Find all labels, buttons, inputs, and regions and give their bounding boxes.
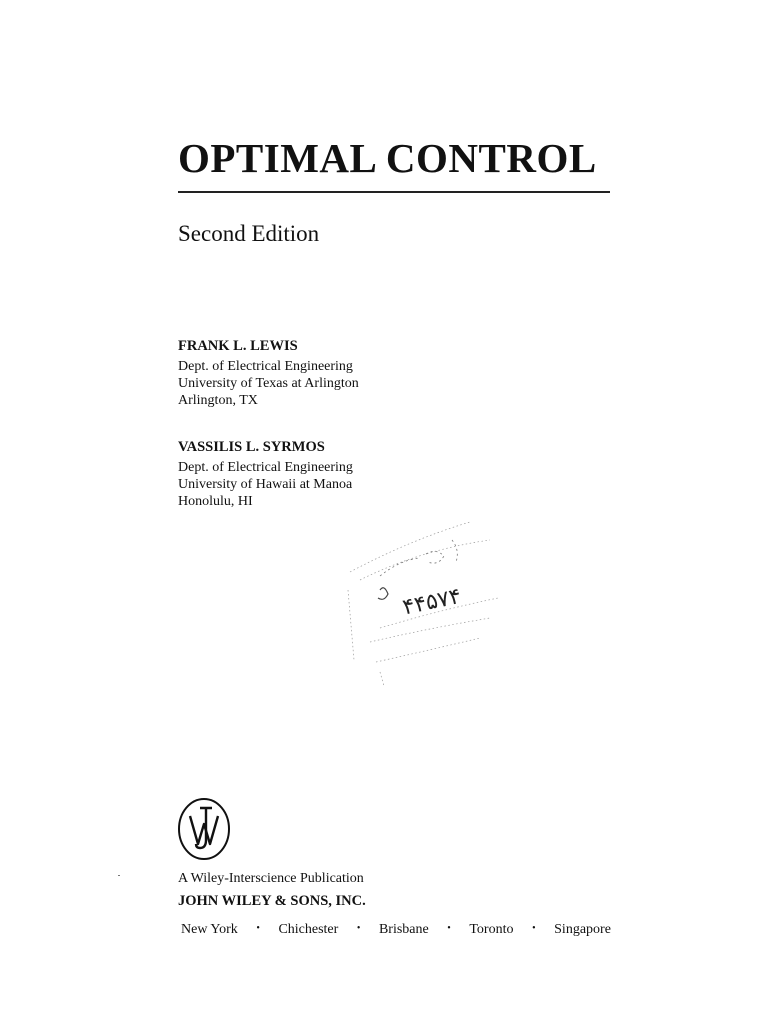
- author-block: [178, 338, 359, 409]
- publisher-imprint: A Wiley-Interscience Publication: [178, 871, 364, 886]
- author-name: VASSILIS L. SYRMOS: [178, 439, 325, 455]
- stamp-number: ۴۴۵۷۴: [400, 583, 464, 621]
- wiley-logo-icon: [176, 796, 232, 862]
- city-name: New York: [181, 922, 238, 937]
- author-location: Honolulu, HI: [178, 494, 253, 509]
- publisher-block: [178, 872, 366, 909]
- library-stamp: [340, 510, 510, 690]
- city-name: Toronto: [469, 922, 514, 937]
- author-name: FRANK L. LEWIS: [178, 338, 298, 354]
- scan-speck: [118, 875, 120, 876]
- city-name: Singapore: [554, 922, 611, 937]
- book-edition: Second Edition: [178, 221, 320, 246]
- city-separator: •: [256, 923, 260, 934]
- author-block: [178, 439, 353, 510]
- publisher-name: JOHN WILEY & SONS, INC.: [178, 893, 366, 909]
- city-separator: •: [447, 923, 451, 934]
- city-name: Chichester: [278, 922, 339, 937]
- author-location: Arlington, TX: [178, 393, 258, 408]
- city-separator: •: [532, 923, 536, 934]
- book-title: OPTIMAL CONTROL: [178, 135, 597, 181]
- author-university: University of Hawaii at Manoa: [178, 477, 353, 492]
- title-rule: [178, 191, 610, 193]
- author-department: Dept. of Electrical Engineering: [178, 460, 353, 475]
- city-separator: •: [356, 923, 361, 934]
- author-university: University of Texas at Arlington: [178, 376, 359, 391]
- city-name: Brisbane: [378, 922, 429, 937]
- author-department: Dept. of Electrical Engineering: [178, 359, 353, 374]
- publisher-cities: [181, 922, 611, 938]
